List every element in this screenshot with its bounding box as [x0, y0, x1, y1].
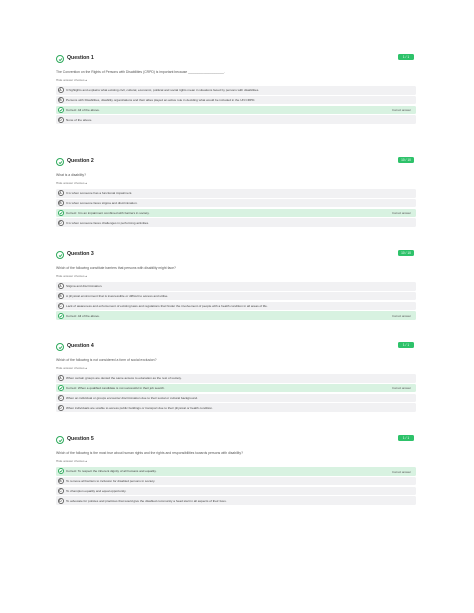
check-circle-icon [58, 210, 64, 216]
option-letter: A [59, 191, 62, 196]
option-text: To remove all barriers to inclusion for disabled persons in society. [66, 479, 156, 484]
question-text: What is a disability? [56, 173, 86, 177]
answer-option [56, 115, 416, 124]
hide-answer-choices-toggle[interactable]: Hide answer choices ▴ [56, 366, 87, 370]
correct-answer-label: Correct answer [392, 469, 411, 474]
correct-answer-label: Correct answer [392, 313, 411, 318]
answer-option [56, 374, 416, 383]
option-letter: D [59, 220, 62, 225]
answer-option-correct [56, 384, 416, 393]
check-circle-icon [58, 313, 64, 319]
option-text: It highlights and explains what existing civil, cultural, economic, political and social rights mean in situations faced by persons with disabilities. [66, 88, 260, 93]
option-letter: A [59, 88, 62, 93]
question-header [56, 251, 416, 263]
question-text: The Convention on the Rights of Persons with Disabilities (CRPD) is important because ___________________. [56, 70, 225, 74]
question-text: Which of the following is not considered a form of social exclusion? [56, 358, 157, 362]
question-header [56, 55, 416, 67]
check-circle-icon [56, 55, 64, 63]
score-badge: 1 / 1 [398, 342, 414, 348]
check-circle-icon [58, 107, 64, 113]
option-text: Correct: When a qualified candidate is not successful in their job search. [66, 386, 165, 391]
check-circle-icon [56, 436, 64, 444]
option-letter: C [59, 303, 62, 308]
answer-option [56, 403, 416, 412]
option-text: Persons with Disabilities, disability organizations and their allies played an active role in deciding what would be included in the UN CRPD. [66, 98, 256, 103]
answer-option [56, 282, 416, 291]
check-circle-icon [56, 251, 64, 259]
option-letter: B [59, 293, 62, 298]
correct-answer-label: Correct answer [392, 386, 411, 391]
question-text: Which of the following constitute barriers that persons with disability might face? [56, 266, 176, 270]
option-text: To champion equality and equal opportunity. [66, 488, 127, 493]
question-header [56, 158, 416, 170]
question-card [56, 158, 416, 228]
question-text: Which of the following is the most true about human rights and the rights and responsibilities towards persons with disability? [56, 451, 243, 455]
option-letter: D [59, 117, 62, 122]
question-title: Question 3 [67, 251, 94, 257]
answer-option [56, 199, 416, 208]
check-circle-icon [56, 158, 64, 166]
option-text: Correct: All of the above. [66, 313, 100, 318]
option-text: It is when someone has a functional impairment. [66, 191, 133, 196]
check-circle-icon [56, 343, 64, 351]
question-title: Question 4 [67, 343, 94, 349]
option-text: When certain groups are denied the same access to education as the rest of society. [66, 376, 182, 381]
answer-option-correct [56, 467, 416, 476]
correct-answer-label: Correct answer [392, 211, 411, 216]
option-text: To advocate for policies and practices that would give the disabled community a head start in all aspects of their lives. [66, 498, 227, 503]
check-circle-icon [58, 468, 64, 474]
option-letter: D [59, 498, 62, 503]
question-header [56, 436, 416, 448]
hide-answer-choices-toggle[interactable]: Hide answer choices ▴ [56, 78, 87, 82]
answer-option [56, 218, 416, 227]
answer-option-correct [56, 209, 416, 218]
answer-option-correct [56, 311, 416, 320]
answer-option [56, 86, 416, 95]
question-card [56, 343, 416, 413]
question-title: Question 2 [67, 158, 94, 164]
option-text: It is when someone faces stigma and discrimination. [66, 201, 138, 206]
option-text: Correct: It is an impairment combined with barriers in society. [66, 210, 150, 215]
option-letter: D [59, 405, 62, 410]
correct-answer-label: Correct answer [392, 108, 411, 113]
option-text: Stigma and discrimination. [66, 284, 103, 289]
answer-option [56, 96, 416, 105]
hide-answer-choices-toggle[interactable]: Hide answer choices ▴ [56, 181, 87, 185]
answer-option [56, 189, 416, 198]
answer-option [56, 487, 416, 496]
question-title: Question 5 [67, 436, 94, 442]
option-letter: A [59, 376, 62, 381]
question-title: Question 1 [67, 55, 94, 61]
answer-option-correct [56, 106, 416, 115]
hide-answer-choices-toggle[interactable]: Hide answer choices ▴ [56, 274, 87, 278]
option-letter: B [59, 200, 62, 205]
option-text: Lack of awareness and enforcement of existing laws and regulations that hinder the involvement of people with a health condition in all areas of life. [66, 303, 268, 308]
question-card [56, 55, 416, 125]
question-card [56, 251, 416, 321]
option-letter: C [59, 488, 62, 493]
answer-option [56, 477, 416, 486]
option-text: It is when someone faces challenges in performing activities. [66, 220, 150, 225]
score-badge: 10 / 10 [398, 250, 414, 256]
question-card [56, 436, 416, 506]
option-text: A physical environment that is inaccessible or difficult to access and utilise. [66, 294, 169, 299]
option-text: When an individual or groups encounter discrimination due to their social or cultural background. [66, 395, 198, 400]
answer-option [56, 394, 416, 403]
score-badge: 1 / 1 [398, 435, 414, 441]
option-letter: A [59, 284, 62, 289]
question-header [56, 343, 416, 355]
check-circle-icon [58, 385, 64, 391]
option-text: Correct: To respect the inherent dignity of all humans and equality. [66, 469, 157, 474]
answer-option [56, 292, 416, 301]
answer-option [56, 496, 416, 505]
score-badge: 1 / 1 [398, 54, 414, 60]
hide-answer-choices-toggle[interactable]: Hide answer choices ▴ [56, 459, 87, 463]
score-badge: 10 / 10 [398, 157, 414, 163]
answer-option [56, 302, 416, 311]
option-text: None of the above. [66, 117, 93, 122]
option-text: Correct: All of the above. [66, 107, 100, 112]
option-letter: C [59, 395, 62, 400]
option-letter: B [59, 97, 62, 102]
option-text: When individuals are unable to access public buildings or transport due to their physical or health condition. [66, 405, 213, 410]
option-letter: B [59, 478, 62, 483]
